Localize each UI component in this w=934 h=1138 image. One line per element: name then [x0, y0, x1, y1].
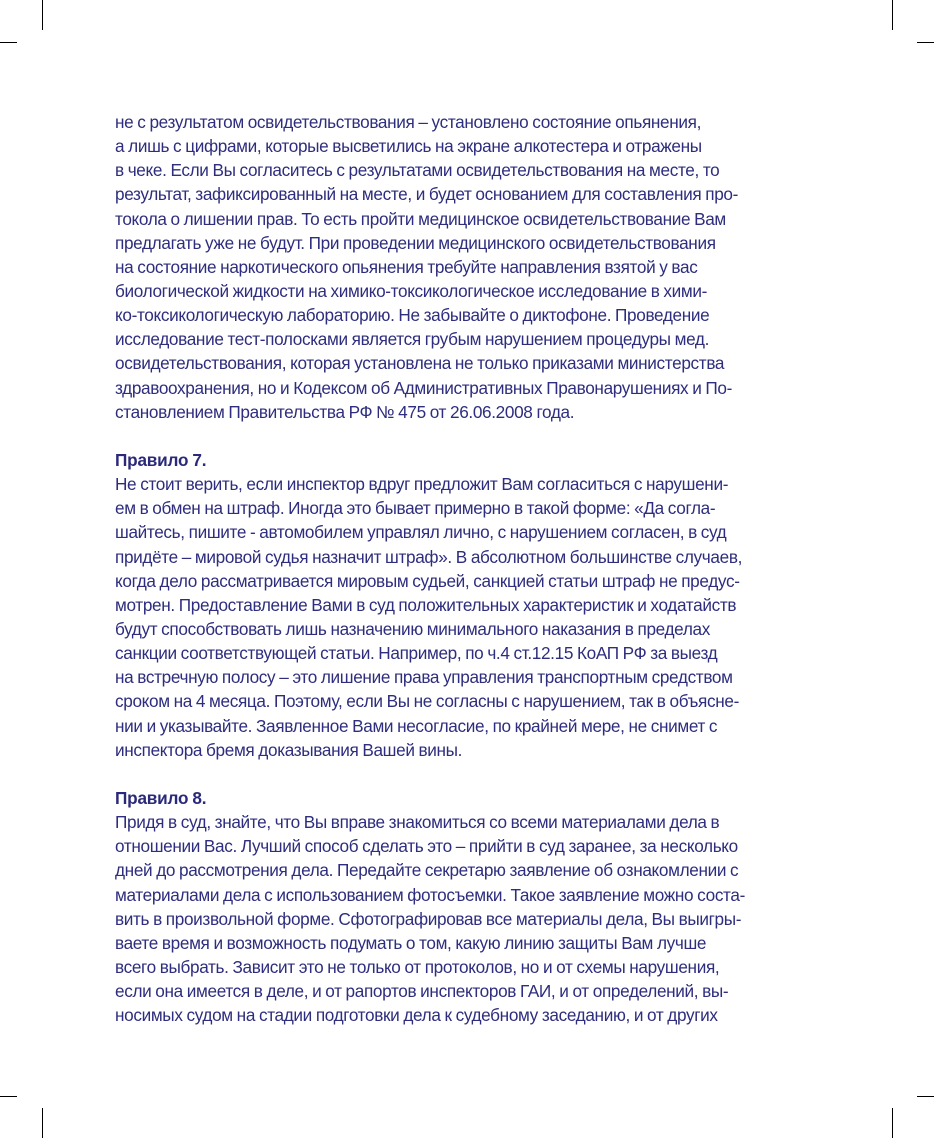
text-line: ем в обмен на штраф. Иногда это бывает примерно в такой форме: «Да согла-: [115, 498, 716, 519]
text-line: токола о лишении прав. То есть пройти медицинское освидетельствование Вам: [115, 208, 726, 229]
rule-7-heading: Правило 7.: [115, 449, 207, 470]
text-line: мотрен. Предоставление Вами в суд положительных характеристик и ходатайств: [115, 594, 737, 615]
text-line: Придя в суд, знайте, что Вы вправе знакомиться со всеми материалами дела в: [115, 812, 720, 833]
text-line: будут способствовать лишь назначению минимального наказания в пределах: [115, 618, 710, 639]
crop-mark-top-right-vertical: [892, 0, 893, 30]
intro-paragraph: [115, 110, 835, 424]
text-line: всего выбрать. Зависит это не только от протоколов, но и от схемы нарушения,: [115, 956, 720, 977]
text-line: в чеке. Если Вы согласитесь с результатами освидетельствования на месте, то: [115, 160, 720, 181]
text-line: дней до рассмотрения дела. Передайте секретарю заявление об ознакомлении с: [115, 860, 739, 881]
text-line: санкции соответствующей статьи. Например, по ч.4 ст.12.15 КоАП РФ за выезд: [115, 643, 718, 664]
rule-8-heading: Правило 8.: [115, 787, 207, 808]
text-line: если она имеется в деле, и от рапортов инспекторов ГАИ, и от определений, вы-: [115, 981, 729, 1002]
text-line: материалами дела с использованием фотосъемки. Такое заявление можно соста-: [115, 884, 745, 905]
text-line: не с результатом освидетельствования – установлено состояние опьянения,: [115, 112, 702, 132]
text-line: освидетельствования, которая установлена не только приказами министерства: [115, 353, 725, 374]
text-line: биологической жидкости на химико-токсикологическое исследование в хими-: [115, 280, 708, 301]
text-line: вить в произвольной форме. Сфотографировав все материалы дела, Вы выигры-: [115, 908, 742, 929]
text-line: сроком на 4 месяца. Поэтому, если Вы не согласны с нарушением, так в объясне-: [115, 691, 739, 712]
text-line: предлагать уже не будут. При проведении медицинского освидетельствования: [115, 232, 716, 253]
text-line: ваете время и возможность подумать о том, какую линию защиты Вам лучше: [115, 932, 707, 953]
text-line: а лишь с цифрами, которые высветились на экране алкотестера и отражены: [115, 136, 702, 157]
text-line: нии и указывайте. Заявленное Вами несогласие, по крайней мере, не снимет с: [115, 715, 718, 736]
paragraph-gap: [115, 762, 835, 786]
rule-7-section: [115, 448, 835, 762]
crop-mark-top-right-horizontal: [917, 42, 934, 43]
crop-mark-bottom-right-vertical: [892, 1108, 893, 1138]
text-line: на встречную полосу – это лишение права управления транспортным средством: [115, 667, 733, 688]
crop-mark-top-left-horizontal: [0, 42, 17, 43]
rule-8-section: [115, 786, 835, 1027]
text-line: на состояние наркотического опьянения требуйте направления взятой у вас: [115, 256, 698, 277]
crop-mark-bottom-left-vertical: [42, 1108, 43, 1138]
paragraph-gap: [115, 424, 835, 448]
text-line: ко-токсикологическую лабораторию. Не забывайте о диктофоне. Проведение: [115, 305, 710, 326]
text-line: здравоохранения, но и Кодексом об Административных Правонарушениях и По-: [115, 377, 732, 398]
text-line: Не стоит верить, если инспектор вдруг предложит Вам согласиться с нарушени-: [115, 474, 729, 495]
crop-mark-bottom-right-horizontal: [917, 1096, 934, 1097]
text-line: носимых судом на стадии подготовки дела к судебному заседанию, и от других: [115, 1005, 718, 1026]
document-page: [115, 110, 835, 1027]
text-line: становлением Правительства РФ № 475 от 26.06.2008 года.: [115, 401, 575, 422]
text-line: отношении Вас. Лучший способ сделать это – прийти в суд заранее, за несколько: [115, 836, 738, 857]
text-line: инспектора бремя доказывания Вашей вины.: [115, 739, 463, 760]
text-line: когда дело рассматривается мировым судьей, санкцией статьи штраф не предус-: [115, 570, 740, 591]
text-line: результат, зафиксированный на месте, и будет основанием для составления про-: [115, 184, 738, 205]
text-line: придёте – мировой судья назначит штраф». В абсолютном большинстве случаев,: [115, 546, 743, 567]
crop-mark-top-left-vertical: [42, 0, 43, 30]
crop-mark-bottom-left-horizontal: [0, 1096, 17, 1097]
text-line: шайтесь, пишите - автомобилем управлял лично, с нарушением согласен, в суд: [115, 522, 727, 543]
text-line: исследование тест-полосками является грубым нарушением процедуры мед.: [115, 329, 710, 350]
